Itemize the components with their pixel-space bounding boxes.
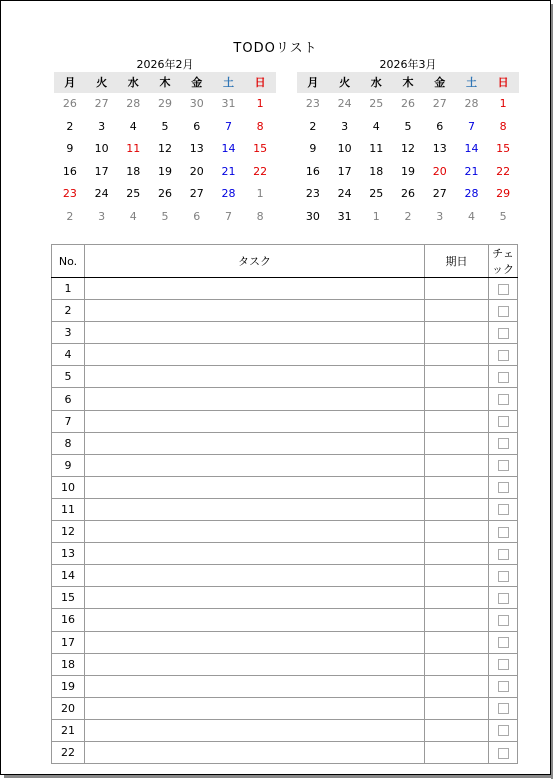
calendar-day: 26 bbox=[401, 187, 416, 200]
checkbox[interactable] bbox=[498, 659, 509, 670]
table-row bbox=[52, 498, 518, 520]
calendar-day: 25 bbox=[369, 97, 384, 110]
check-header: チェック bbox=[489, 245, 518, 278]
checkbox[interactable] bbox=[498, 748, 509, 759]
row-number: 20 bbox=[52, 697, 85, 719]
due-date-cell[interactable] bbox=[425, 653, 489, 675]
calendar-day: 25 bbox=[369, 187, 384, 200]
calendar-day: 2 bbox=[66, 209, 74, 223]
calendar-day: 23 bbox=[305, 97, 320, 110]
calendar-day: 5 bbox=[404, 119, 412, 133]
calendar-day: 24 bbox=[337, 97, 352, 110]
checkbox[interactable] bbox=[498, 681, 509, 692]
task-cell[interactable] bbox=[85, 344, 425, 366]
check-cell bbox=[489, 565, 518, 587]
weekday-label: 土 bbox=[222, 76, 234, 89]
calendar-day: 3 bbox=[341, 119, 349, 133]
calendar-day: 4 bbox=[129, 119, 137, 133]
table-row bbox=[52, 322, 518, 344]
checkbox[interactable] bbox=[498, 504, 509, 515]
calendar-day: 8 bbox=[256, 119, 264, 133]
due-date-cell[interactable] bbox=[425, 344, 489, 366]
checkbox[interactable] bbox=[498, 372, 509, 383]
calendar-day: 10 bbox=[94, 142, 109, 155]
calendar-day: 9 bbox=[309, 142, 317, 155]
calendar-day: 21 bbox=[464, 164, 479, 178]
check-cell bbox=[489, 278, 518, 300]
weekday-label: 月 bbox=[64, 76, 76, 89]
weekday-label: 水 bbox=[370, 76, 382, 89]
calendar-day: 4 bbox=[372, 119, 380, 133]
calendar-day: 26 bbox=[158, 187, 173, 200]
due-date-cell[interactable] bbox=[425, 454, 489, 476]
calendar-day: 6 bbox=[193, 209, 201, 223]
check-cell bbox=[489, 719, 518, 741]
row-number: 9 bbox=[52, 454, 85, 476]
calendar-day: 11 bbox=[369, 142, 384, 155]
due-date-cell[interactable] bbox=[425, 543, 489, 565]
due-date-cell[interactable] bbox=[425, 631, 489, 653]
due-date-cell[interactable] bbox=[425, 300, 489, 322]
weekday-label: 金 bbox=[191, 76, 203, 89]
row-number: 18 bbox=[52, 653, 85, 675]
task-cell[interactable] bbox=[85, 609, 425, 631]
calendar-day: 30 bbox=[305, 209, 320, 223]
calendar-day: 2 bbox=[309, 119, 317, 133]
row-number: 2 bbox=[52, 300, 85, 322]
table-row bbox=[52, 609, 518, 631]
calendar-day: 21 bbox=[221, 164, 236, 178]
calendar-day: 27 bbox=[189, 187, 204, 200]
due-date-header: 期日 bbox=[425, 245, 489, 278]
no-header: No. bbox=[52, 245, 85, 278]
check-cell bbox=[489, 609, 518, 631]
calendar-day: 14 bbox=[221, 142, 236, 155]
calendar-title: 2026年2月 bbox=[136, 58, 194, 71]
calendar-day: 23 bbox=[62, 187, 77, 200]
weekday-label: 金 bbox=[434, 76, 446, 89]
calendar-day: 5 bbox=[161, 119, 169, 133]
calendar-day: 1 bbox=[372, 209, 380, 223]
task-cell[interactable] bbox=[85, 300, 425, 322]
due-date-cell[interactable] bbox=[425, 719, 489, 741]
calendar-day: 5 bbox=[499, 209, 507, 223]
row-number: 4 bbox=[52, 344, 85, 366]
table-row bbox=[52, 366, 518, 388]
checkbox[interactable] bbox=[498, 350, 509, 361]
check-cell bbox=[489, 587, 518, 609]
checkbox[interactable] bbox=[498, 571, 509, 582]
calendar-day: 4 bbox=[129, 209, 137, 223]
checkbox[interactable] bbox=[498, 482, 509, 493]
calendar-day: 9 bbox=[66, 142, 74, 155]
calendar-weekday-header bbox=[297, 72, 519, 93]
row-number: 17 bbox=[52, 631, 85, 653]
page-title: TODOリスト bbox=[233, 41, 318, 56]
calendar-day: 3 bbox=[436, 209, 444, 223]
calendar-day: 29 bbox=[158, 97, 173, 110]
checkbox[interactable] bbox=[498, 703, 509, 714]
due-date-cell[interactable] bbox=[425, 410, 489, 432]
row-number: 19 bbox=[52, 675, 85, 697]
table-row bbox=[52, 521, 518, 543]
due-date-cell[interactable] bbox=[425, 498, 489, 520]
calendar-day: 17 bbox=[94, 164, 109, 178]
due-date-cell[interactable] bbox=[425, 432, 489, 454]
table-row bbox=[52, 741, 518, 763]
calendar-day: 1 bbox=[256, 187, 264, 200]
table-row bbox=[52, 587, 518, 609]
calendar-day: 7 bbox=[224, 209, 232, 223]
row-number: 6 bbox=[52, 388, 85, 410]
row-number: 11 bbox=[52, 498, 85, 520]
calendar-day: 12 bbox=[401, 142, 416, 155]
row-number: 1 bbox=[52, 278, 85, 300]
row-number: 16 bbox=[52, 609, 85, 631]
calendar-week-row bbox=[54, 206, 276, 229]
table-row bbox=[52, 278, 518, 300]
check-cell bbox=[489, 675, 518, 697]
checkbox[interactable] bbox=[498, 284, 509, 295]
check-cell bbox=[489, 454, 518, 476]
check-cell bbox=[489, 741, 518, 763]
weekday-label: 土 bbox=[465, 76, 477, 89]
due-date-cell[interactable] bbox=[425, 366, 489, 388]
calendar-day: 7 bbox=[224, 119, 232, 133]
row-number: 10 bbox=[52, 476, 85, 498]
due-date-cell[interactable] bbox=[425, 278, 489, 300]
calendar-week-row bbox=[297, 183, 519, 206]
task-cell[interactable] bbox=[85, 322, 425, 344]
calendar-day: 16 bbox=[305, 164, 320, 178]
task-cell[interactable] bbox=[85, 366, 425, 388]
row-number: 13 bbox=[52, 543, 85, 565]
calendar-day: 31 bbox=[337, 209, 352, 223]
table-row bbox=[52, 675, 518, 697]
check-cell bbox=[489, 300, 518, 322]
calendar-day: 2 bbox=[404, 209, 412, 223]
due-date-cell[interactable] bbox=[425, 565, 489, 587]
due-date-cell[interactable] bbox=[425, 521, 489, 543]
table-row bbox=[52, 410, 518, 432]
check-cell bbox=[489, 322, 518, 344]
check-cell bbox=[489, 366, 518, 388]
check-cell bbox=[489, 697, 518, 719]
table-row bbox=[52, 631, 518, 653]
calendar-day: 22 bbox=[253, 164, 268, 178]
calendar-day: 28 bbox=[464, 97, 479, 110]
calendar-day: 26 bbox=[62, 97, 77, 110]
calendar-week-row bbox=[297, 161, 519, 184]
checkbox[interactable] bbox=[498, 328, 509, 339]
task-header: タスク bbox=[85, 245, 425, 278]
calendar-day: 8 bbox=[499, 119, 507, 133]
table-row bbox=[52, 388, 518, 410]
todo-header-row bbox=[52, 245, 518, 278]
calendar-week-row bbox=[54, 138, 276, 161]
calendar-day: 15 bbox=[496, 142, 511, 155]
checkbox[interactable] bbox=[498, 306, 509, 317]
task-cell[interactable] bbox=[85, 432, 425, 454]
weekday-label: 日 bbox=[497, 76, 509, 89]
task-cell[interactable] bbox=[85, 587, 425, 609]
task-cell[interactable] bbox=[85, 697, 425, 719]
todo-body bbox=[52, 278, 518, 764]
calendar-week-row bbox=[297, 206, 519, 229]
calendar-day: 17 bbox=[337, 164, 352, 178]
check-cell bbox=[489, 432, 518, 454]
calendar-day: 24 bbox=[337, 187, 352, 200]
row-number: 12 bbox=[52, 521, 85, 543]
task-cell[interactable] bbox=[85, 565, 425, 587]
table-row bbox=[52, 697, 518, 719]
checkbox[interactable] bbox=[498, 416, 509, 427]
calendar-day: 11 bbox=[126, 142, 141, 155]
calendar-week-row bbox=[297, 138, 519, 161]
calendar-day: 27 bbox=[432, 187, 447, 200]
calendar-march bbox=[297, 57, 519, 228]
table-row bbox=[52, 454, 518, 476]
check-cell bbox=[489, 653, 518, 675]
checkbox[interactable] bbox=[498, 637, 509, 648]
calendar-day: 8 bbox=[256, 209, 264, 223]
checkbox[interactable] bbox=[498, 527, 509, 538]
row-number: 3 bbox=[52, 322, 85, 344]
checkbox[interactable] bbox=[498, 615, 509, 626]
calendar-day: 27 bbox=[432, 97, 447, 110]
due-date-cell[interactable] bbox=[425, 587, 489, 609]
table-row bbox=[52, 344, 518, 366]
task-cell[interactable] bbox=[85, 454, 425, 476]
calendar-day: 3 bbox=[98, 119, 106, 133]
calendar-day: 16 bbox=[62, 164, 77, 178]
calendar-day: 31 bbox=[221, 97, 236, 110]
calendar-day: 2 bbox=[66, 119, 74, 133]
weekday-label: 日 bbox=[254, 76, 266, 89]
due-date-cell[interactable] bbox=[425, 609, 489, 631]
table-row bbox=[52, 543, 518, 565]
row-number: 14 bbox=[52, 565, 85, 587]
task-cell[interactable] bbox=[85, 543, 425, 565]
task-cell[interactable] bbox=[85, 388, 425, 410]
calendar-day: 22 bbox=[496, 164, 511, 178]
todo-table bbox=[51, 244, 518, 764]
calendar-day: 18 bbox=[126, 164, 141, 178]
calendar-week-row bbox=[54, 161, 276, 184]
task-cell[interactable] bbox=[85, 675, 425, 697]
check-cell bbox=[489, 388, 518, 410]
calendar-day: 13 bbox=[432, 142, 447, 155]
page-shadow-bottom bbox=[4, 775, 553, 778]
calendar-week-row bbox=[54, 93, 276, 116]
table-row bbox=[52, 653, 518, 675]
calendar-body bbox=[297, 93, 519, 228]
calendar-week-row bbox=[54, 183, 276, 206]
calendar-day: 5 bbox=[161, 209, 169, 223]
due-date-cell[interactable] bbox=[425, 476, 489, 498]
checkbox[interactable] bbox=[498, 725, 509, 736]
calendar-day: 3 bbox=[98, 209, 106, 223]
calendar-day: 6 bbox=[193, 119, 201, 133]
calendar-day: 30 bbox=[189, 97, 204, 110]
calendar-day: 27 bbox=[94, 97, 109, 110]
due-date-cell[interactable] bbox=[425, 388, 489, 410]
row-number: 5 bbox=[52, 366, 85, 388]
calendar-day: 14 bbox=[464, 142, 479, 155]
task-cell[interactable] bbox=[85, 653, 425, 675]
task-cell[interactable] bbox=[85, 741, 425, 763]
weekday-label: 火 bbox=[96, 76, 108, 89]
row-number: 7 bbox=[52, 410, 85, 432]
checkbox[interactable] bbox=[498, 593, 509, 604]
check-cell bbox=[489, 521, 518, 543]
calendar-day: 23 bbox=[305, 187, 320, 200]
checkbox[interactable] bbox=[498, 438, 509, 449]
calendar-week-row bbox=[54, 116, 276, 139]
row-number: 21 bbox=[52, 719, 85, 741]
calendar-february bbox=[54, 57, 276, 228]
table-row bbox=[52, 300, 518, 322]
calendar-day: 20 bbox=[189, 164, 204, 178]
calendar-day: 6 bbox=[436, 119, 444, 133]
task-cell[interactable] bbox=[85, 476, 425, 498]
table-row bbox=[52, 432, 518, 454]
checkbox[interactable] bbox=[498, 549, 509, 560]
check-cell bbox=[489, 631, 518, 653]
checkbox[interactable] bbox=[498, 394, 509, 405]
task-cell[interactable] bbox=[85, 498, 425, 520]
calendar-day: 15 bbox=[253, 142, 268, 155]
calendar-day: 19 bbox=[158, 164, 173, 178]
task-cell[interactable] bbox=[85, 719, 425, 741]
calendar-day: 10 bbox=[337, 142, 352, 155]
weekday-label: 木 bbox=[402, 76, 414, 89]
row-number: 22 bbox=[52, 741, 85, 763]
calendar-day: 28 bbox=[126, 97, 141, 110]
table-row bbox=[52, 565, 518, 587]
task-cell[interactable] bbox=[85, 278, 425, 300]
calendar-day: 28 bbox=[221, 187, 236, 200]
calendar-day: 7 bbox=[467, 119, 475, 133]
table-row bbox=[52, 719, 518, 741]
calendar-week-row bbox=[297, 116, 519, 139]
calendar-day: 26 bbox=[401, 97, 416, 110]
calendar-day: 1 bbox=[499, 97, 507, 110]
calendar-day: 19 bbox=[401, 164, 416, 178]
check-cell bbox=[489, 543, 518, 565]
calendar-day: 25 bbox=[126, 187, 141, 200]
calendar-body bbox=[54, 93, 276, 228]
task-cell[interactable] bbox=[85, 521, 425, 543]
check-cell bbox=[489, 410, 518, 432]
weekday-label: 木 bbox=[159, 76, 171, 89]
calendar-title: 2026年3月 bbox=[379, 58, 437, 71]
check-cell bbox=[489, 498, 518, 520]
task-cell[interactable] bbox=[85, 631, 425, 653]
due-date-cell[interactable] bbox=[425, 741, 489, 763]
calendar-day: 28 bbox=[464, 187, 479, 200]
calendar-day: 13 bbox=[189, 142, 204, 155]
calendar-weekday-header bbox=[54, 72, 276, 93]
calendar-day: 29 bbox=[496, 187, 511, 200]
weekday-label: 水 bbox=[127, 76, 139, 89]
calendar-day: 12 bbox=[158, 142, 173, 155]
due-date-cell[interactable] bbox=[425, 675, 489, 697]
calendar-day: 18 bbox=[369, 164, 384, 178]
weekday-label: 月 bbox=[307, 76, 319, 89]
calendar-day: 20 bbox=[432, 164, 447, 178]
calendar-day: 4 bbox=[467, 209, 475, 223]
checkbox[interactable] bbox=[498, 460, 509, 471]
row-number: 15 bbox=[52, 587, 85, 609]
row-number: 8 bbox=[52, 432, 85, 454]
weekday-label: 火 bbox=[339, 76, 351, 89]
check-cell bbox=[489, 344, 518, 366]
due-date-cell[interactable] bbox=[425, 322, 489, 344]
check-cell bbox=[489, 476, 518, 498]
table-row bbox=[52, 476, 518, 498]
calendar-week-row bbox=[297, 93, 519, 116]
calendar-day: 24 bbox=[94, 187, 109, 200]
due-date-cell[interactable] bbox=[425, 697, 489, 719]
calendar-day: 1 bbox=[256, 97, 264, 110]
task-cell[interactable] bbox=[85, 410, 425, 432]
